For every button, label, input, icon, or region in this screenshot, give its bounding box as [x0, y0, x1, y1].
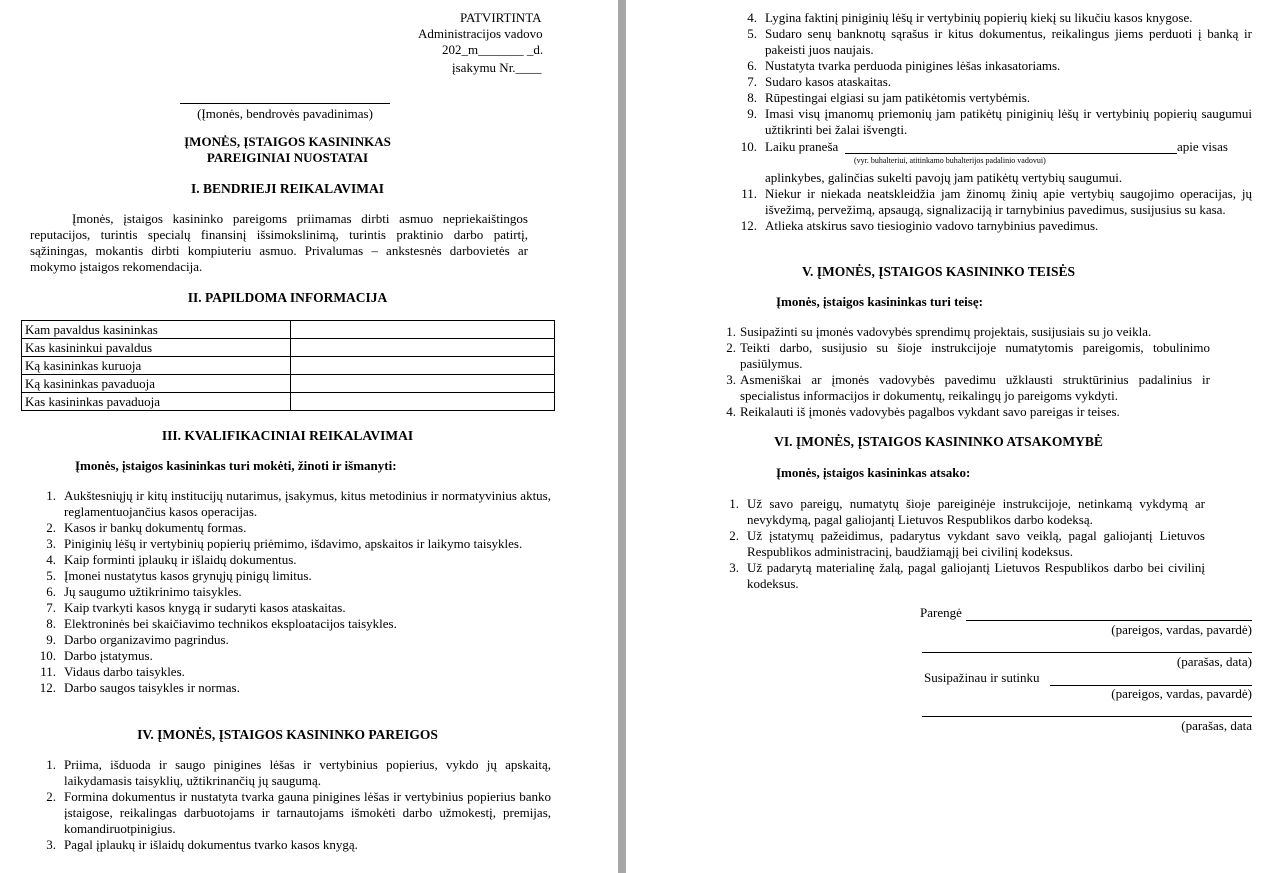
list-item: 6. Jų saugumo užtikrinimo taisykles.: [46, 584, 242, 599]
prepared-signature-line[interactable]: [922, 652, 1252, 653]
list-item: 12. Atlieka atskirus savo tiesioginio vadovo tarnybinius pavedimus.: [740, 218, 1099, 233]
duties-list-continued: [747, 10, 1252, 138]
company-name-line: [180, 103, 390, 104]
item-10-note: (vyr. buhalteriui, atitinkamo buhalterijos padalinio vadovui): [854, 156, 1046, 165]
item-10-text-after-line: apie visas: [1177, 139, 1228, 154]
table-cell-value[interactable]: [291, 339, 555, 357]
approval-line-2: Administracijos vadovo: [418, 26, 543, 41]
responsibility-list: [729, 496, 1205, 592]
list-item: 2. Už įstatymų pažeidimus, padarytus vykdant savo veiklą, pagal galiojantį Lietuvos Respublikos administracinį, baudžiamąjį bei civilinį kodeksus.: [729, 528, 1205, 559]
list-item: 7. Sudaro kasos ataskaitas.: [747, 74, 892, 89]
approval-line-1: PATVIRTINTA: [460, 10, 542, 25]
list-item: 9. Darbo organizavimo pagrindus.: [46, 632, 229, 647]
table-row: [22, 339, 555, 357]
section-3-intro: Įmonės, įstaigos kasininkas turi mokėti, žinoti ir išmanyti:: [75, 458, 397, 473]
item-10-text-end: aplinkybes, galinčias sukelti pavojų jam patikėtų vertybių saugumui.: [765, 170, 1123, 185]
approval-line-4: įsakymu Nr.____: [452, 60, 542, 75]
table-cell-label: Ką kasininkas kuruoja: [22, 357, 291, 375]
table-row: [22, 375, 555, 393]
list-item: 3. Piniginių lėšų ir vertybinių popierių priėmimo, išdavimo, apskaitos ir laikymo taisykles.: [46, 536, 523, 551]
item-10-fill-line: [845, 153, 1177, 154]
table-cell-label: Ką kasininkas pavaduoja: [22, 375, 291, 393]
duties-list: [46, 757, 551, 853]
table-cell-label: Kas kasininkas pavaduoja: [22, 393, 291, 411]
agreed-signature-line[interactable]: [922, 716, 1252, 717]
section-4-title: IV. ĮMONĖS, ĮSTAIGOS KASININKO PAREIGOS: [137, 727, 438, 742]
page-divider: [618, 0, 626, 873]
table-cell-label: Kas kasininkui pavaldus: [22, 339, 291, 357]
prepared-signature-caption: (parašas, data): [1176, 654, 1252, 669]
company-name-caption: (Įmonės, bendrovės pavadinimas): [197, 106, 373, 121]
prepared-by-caption: (pareigos, vardas, pavardė): [1111, 622, 1252, 637]
agreed-signature-caption: (parašas, data: [1181, 718, 1252, 733]
document-page-2: [626, 0, 1285, 873]
agreed-label: Susipažinau ir sutinku: [924, 670, 1040, 685]
table-cell-label: Kam pavaldus kasininkas: [22, 321, 291, 339]
list-item: 5. Įmonei nustatytus kasos grynųjų pinigų limitus.: [46, 568, 312, 583]
list-item: 2. Kasos ir bankų dokumentų formas.: [46, 520, 247, 535]
list-item: 4. Kaip forminti įplaukų ir išlaidų dokumentus.: [46, 552, 297, 567]
rights-list: [726, 324, 1210, 420]
duties-list-tail: [740, 186, 1252, 234]
agreed-caption: (pareigos, vardas, pavardė): [1111, 686, 1252, 701]
list-item: 11. Vidaus darbo taisykles.: [40, 664, 185, 679]
document-title-line-1: ĮMONĖS, ĮSTAIGOS KASININKAS: [184, 134, 391, 149]
list-item: 4. Lygina faktinį piniginių lėšų ir vertybinių popierių kiekį su likučiu kasos knygose.: [747, 10, 1193, 25]
section-1-title: I. BENDRIEJI REIKALAVIMAI: [191, 181, 384, 196]
document-title-line-2: PAREIGINIAI NUOSTATAI: [206, 150, 369, 165]
list-item: 4. Reikalauti iš įmonės vadovybės pagalbos vykdant savo pareigas ir teises.: [726, 404, 1120, 419]
table-cell-value[interactable]: [291, 357, 555, 375]
list-item: 1. Aukštesniųjų ir kitų institucijų nutarimus, įsakymus, kitus metodinius ir normatyvinius aktus, reglamentuojančius kasos operacijas.: [46, 488, 551, 519]
list-item: 8. Rūpestingai elgiasi su jam patikėtomis vertybėmis.: [747, 90, 1031, 105]
prepared-by-label: Parengė: [920, 605, 962, 620]
list-item: 10. Darbo įstatymus.: [39, 648, 153, 663]
section-6-intro: Įmonės, įstaigos kasininkas atsako:: [776, 465, 971, 480]
list-item: 1. Susipažinti su įmonės vadovybės sprendimų projektais, susijusiais su jo veikla.: [726, 324, 1152, 339]
list-item: 1. Už savo pareigų, numatytų šioje pareiginėje instrukcijoje, netinkamą vykdymą ar nevykdymą, pagal galiojantį Lietuvos Respublikos darbo kodeksą.: [729, 496, 1205, 527]
list-item: 9. Imasi visų įmanomų priemonių jam patikėtų piniginių lėšų ir vertybinių popierių saugumui užtikrinti bei žalai išvengti.: [747, 106, 1252, 137]
table-cell-value[interactable]: [291, 321, 555, 339]
list-item: 1. Priima, išduoda ir saugo pinigines lėšas ir vertybinius popierius, vykdo jų apskaitą, laikydamasis taisyklių, užtikrinančių jų saugumą.: [46, 757, 551, 788]
list-item: 6. Nustatyta tvarka perduoda pinigines lėšas inkasatoriams.: [747, 58, 1061, 73]
list-item: 11. Niekur ir niekada neatskleidžia jam žinomų žinių apie vertybių saugojimo operacijas, jų išvežimą, pervežimą, apsaugą, signalizaciją ir tarnybinius pavedimus, susijusius su kasa.: [741, 186, 1252, 217]
approval-line-3: 202_m_______ _d.: [442, 42, 544, 57]
item-10-number: 10.: [740, 139, 757, 154]
additional-info-table: [21, 320, 555, 411]
list-item: 5. Sudaro senų banknotų sąrašus ir kitus dokumentus, reikalingus jiems perduoti į banką ir pakeisti juos naujais.: [747, 26, 1252, 57]
list-item: 7. Kaip tvarkyti kasos knygą ir sudaryti kasos ataskaitas.: [46, 600, 346, 615]
list-item: 3. Už padarytą materialinę žalą, pagal galiojantį Lietuvos Respublikos darbo bei civilinį kodeksus.: [729, 560, 1205, 591]
list-item: 3. Pagal įplaukų ir išlaidų dokumentus tvarko kasos knygą.: [46, 837, 358, 852]
section-3-title: III. KVALIFIKACINIAI REIKALAVIMAI: [161, 428, 414, 443]
section-2-title: II. PAPILDOMA INFORMACIJA: [187, 290, 388, 305]
list-item: 8. Elektroninės bei skaičiavimo technikos eksploatacijos taisykles.: [46, 616, 397, 631]
table-cell-value[interactable]: [291, 375, 555, 393]
list-item: 2. Teikti darbo, susijusio su šioje instrukcijoje numatytomis pareigomis, tobulinimo pasiūlymus.: [726, 340, 1210, 371]
section-1-text: Įmonės, įstaigos kasininko pareigoms priimamas dirbti asmuo nepriekaištingos reputacijos, turintis specialų finansinį išsimokslinimą, turintis praktinio darbo patirtį, sąžiningas, mokantis dirbti kompiuteriu asmuo. Privalumas – ankstesnės darbovietės ar mokymo įstaigos rekomendacija.: [30, 211, 528, 274]
table-row: [22, 321, 555, 339]
table-row: [22, 357, 555, 375]
list-item: 2. Formina dokumentus ir nustatyta tvarka gauna pinigines lėšas ir vertybinius popierius banko įstaigose, reikalingas darbuotojams ir tarnautojams išmokėti darbo užmokestį, premijas, komandiruotpinigius.: [46, 789, 551, 836]
list-item: 3. Asmeniškai ar įmonės vadovybės pavedimu užklausti struktūrinius padalinius ir specialistus informacijos ir dokumentų, reikalingų jo pareigoms vykdyti.: [726, 372, 1210, 403]
table-cell-value[interactable]: [291, 393, 555, 411]
prepared-by-line[interactable]: [966, 620, 1252, 621]
section-5-intro: Įmonės, įstaigos kasininkas turi teisę:: [776, 294, 983, 309]
list-item: 12. Darbo saugos taisykles ir normas.: [39, 680, 240, 695]
table-row: [22, 393, 555, 411]
item-10-text-start: Laiku praneša: [765, 139, 839, 154]
qualification-list: [39, 488, 551, 696]
section-5-title: V. ĮMONĖS, ĮSTAIGOS KASININKO TEISĖS: [801, 264, 1076, 279]
document-page-1: [0, 0, 618, 873]
section-6-title: VI. ĮMONĖS, ĮSTAIGOS KASININKO ATSAKOMYBĖ: [774, 434, 1103, 449]
